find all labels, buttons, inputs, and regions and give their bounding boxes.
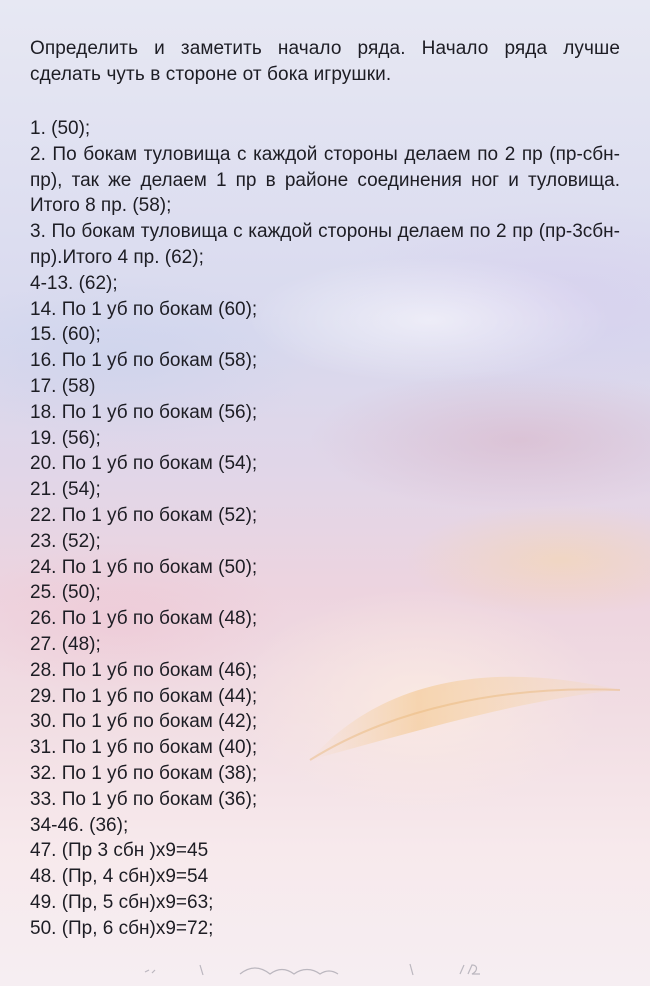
row-item: 3. По бокам туловища с каждой стороны делаем по 2 пр (пр-3сбн-пр).Итого 4 пр. (62); [30,221,620,268]
row-item: 28. По 1 уб по бокам (46); [30,659,258,681]
row-item: 2. По бокам туловища с каждой стороны делаем по 2 пр (пр-сбн-пр), так же делаем 1 пр в районе соединения ног и туловища. Итого 8 пр. (58); [30,143,620,217]
row-item: 14. По 1 уб по бокам (60); [30,298,258,320]
row-item: 18. По 1 уб по бокам (56); [30,401,258,423]
pattern-document [30,36,620,942]
row-item: 27. (48); [30,633,101,655]
row-item: 23. (52); [30,530,101,552]
row-item: 22. По 1 уб по бокам (52); [30,504,258,526]
row-item: 49. (Пр, 5 сбн)х9=63; [30,891,214,913]
row-item: 50. (Пр, 6 сбн)х9=72; [30,917,214,939]
row-item: 31. По 1 уб по бокам (40); [30,737,258,759]
row-item: 34-46. (36); [30,814,129,836]
row-item: 17. (58) [30,375,96,397]
row-item: 16. По 1 уб по бокам (58); [30,350,258,372]
cropped-text-remnant [140,960,510,980]
row-item: 25. (50); [30,582,101,604]
row-item: 15. (60); [30,324,101,346]
row-item: 33. По 1 уб по бокам (36); [30,788,258,810]
row-item: 47. (Пр 3 сбн )х9=45 [30,840,209,862]
intro-paragraph: Определить и заметить начало ряда. Начало ряда лучше сделать чуть в стороне от бока игрушки. [30,38,620,85]
row-item: 29. По 1 уб по бокам (44); [30,685,258,707]
row-item: 19. (56); [30,427,101,449]
row-item: 30. По 1 уб по бокам (42); [30,711,258,733]
row-item: 1. (50); [30,118,91,139]
row-item: 20. По 1 уб по бокам (54); [30,453,258,475]
row-item: 26. По 1 уб по бокам (48); [30,608,258,630]
row-list [30,116,620,942]
row-item: 24. По 1 уб по бокам (50); [30,556,258,578]
row-item: 4-13. (62); [30,272,118,294]
row-item: 48. (Пр, 4 сбн)х9=54 [30,866,209,888]
row-item: 21. (54); [30,479,101,501]
row-item: 32. По 1 уб по бокам (38); [30,762,258,784]
